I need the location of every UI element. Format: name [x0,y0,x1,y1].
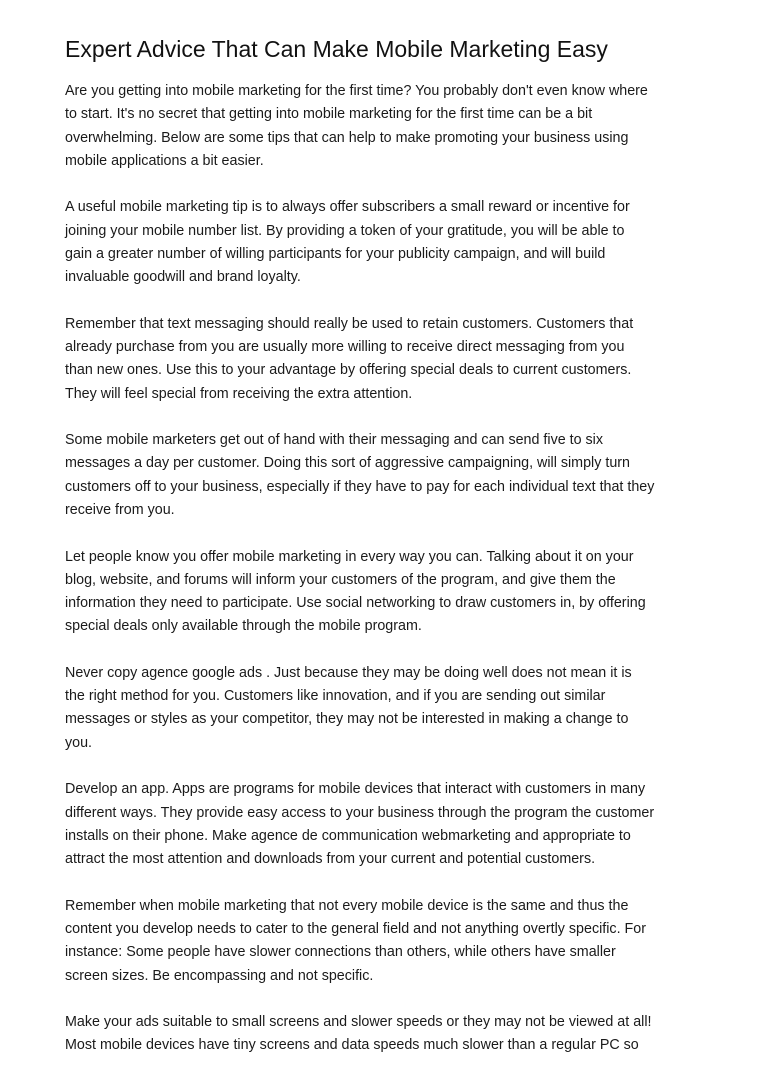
body-paragraph [65,662,715,755]
paragraph-line: Develop an app. Apps are programs for mobile devices that interact with customers in many [65,781,646,798]
paragraph-line: mobile applications a bit easier. [65,152,264,169]
paragraph-line: content you develop needs to cater to the general field and not anything overtly specific. For [65,920,646,937]
paragraph-line: attract the most attention and downloads from your current and potential customers. [65,851,596,868]
body-paragraph [65,429,715,522]
paragraph-line: They will feel special from receiving the extra attention. [65,385,413,402]
paragraph-line: Are you getting into mobile marketing for the first time? You probably don't even know where [65,83,648,99]
paragraph-line: information they need to participate. Use social networking to draw customers in, by offering [65,595,646,612]
paragraph-line: special deals only available through the mobile program. [65,618,422,635]
paragraph-line: Most mobile devices have tiny screens and data speeds much slower than a regular PC so [65,1037,639,1054]
paragraph-line: receive from you. [65,502,175,519]
paragraph-line: overwhelming. Below are some tips that can help to make promoting your business using [65,129,629,146]
paragraph-line: different ways. They provide easy access to your business through the program the customer [65,804,655,821]
paragraph-line: gain a greater number of willing participants for your publicity campaign, and will build [65,245,606,262]
paragraph-line: the right method for you. Customers like innovation, and if you are sending out similar [65,688,606,705]
body-paragraph [65,778,715,871]
body-paragraph [65,546,715,639]
paragraph-line: blog, website, and forums will inform your customers of the program, and give them the [65,571,616,588]
document-body [65,80,715,1058]
document-page [65,34,715,1081]
paragraph-line: messages or styles as your competitor, they may not be interested in making a change to [65,711,629,728]
paragraph-line: Let people know you offer mobile marketing in every way you can. Talking about it on your [65,548,634,565]
paragraph-line: customers off to your business, especially if they have to pay for each individual text that they [65,478,655,495]
paragraph-line: you. [65,734,93,751]
paragraph-line: screen sizes. Be encompassing and not specific. [65,967,374,984]
paragraph-line: joining your mobile number list. By providing a token of your gratitude, you will be able to [65,222,625,239]
paragraph-line: Never copy agence google ads . Just because they may be doing well does not mean it is [65,664,632,681]
paragraph-line: Some mobile marketers get out of hand with their messaging and can send five to six [65,432,604,449]
body-paragraph [65,80,715,173]
paragraph-line: to start. It's no secret that getting into mobile marketing for the first time can be a bit [65,106,593,123]
paragraph-line: messages a day per customer. Doing this sort of aggressive campaigning, will simply turn [65,455,630,472]
paragraph-line: instance: Some people have slower connections than others, while others have smaller [65,944,616,961]
paragraph-line: Remember when mobile marketing that not every mobile device is the same and thus the [65,897,629,914]
document-title: Expert Advice That Can Make Mobile Marketing Easy [65,36,608,62]
body-paragraph [65,196,715,289]
paragraph-line: invaluable goodwill and brand loyalty. [65,269,301,286]
paragraph-line: Make your ads suitable to small screens and slower speeds or they may not be viewed at all! [65,1014,652,1030]
body-paragraph [65,313,715,406]
paragraph-line: already purchase from you are usually more willing to receive direct messaging from you [65,339,625,356]
paragraph-line: Remember that text messaging should really be used to retain customers. Customers that [65,315,634,332]
paragraph-line: installs on their phone. Make agence de communication webmarketing and appropriate to [65,827,631,844]
paragraph-line: A useful mobile marketing tip is to always offer subscribers a small reward or incentive for [65,199,630,216]
paragraph-line: than new ones. Use this to your advantage by offering special deals to current customers. [65,362,632,379]
body-paragraph [65,895,715,988]
body-paragraph [65,1011,715,1058]
